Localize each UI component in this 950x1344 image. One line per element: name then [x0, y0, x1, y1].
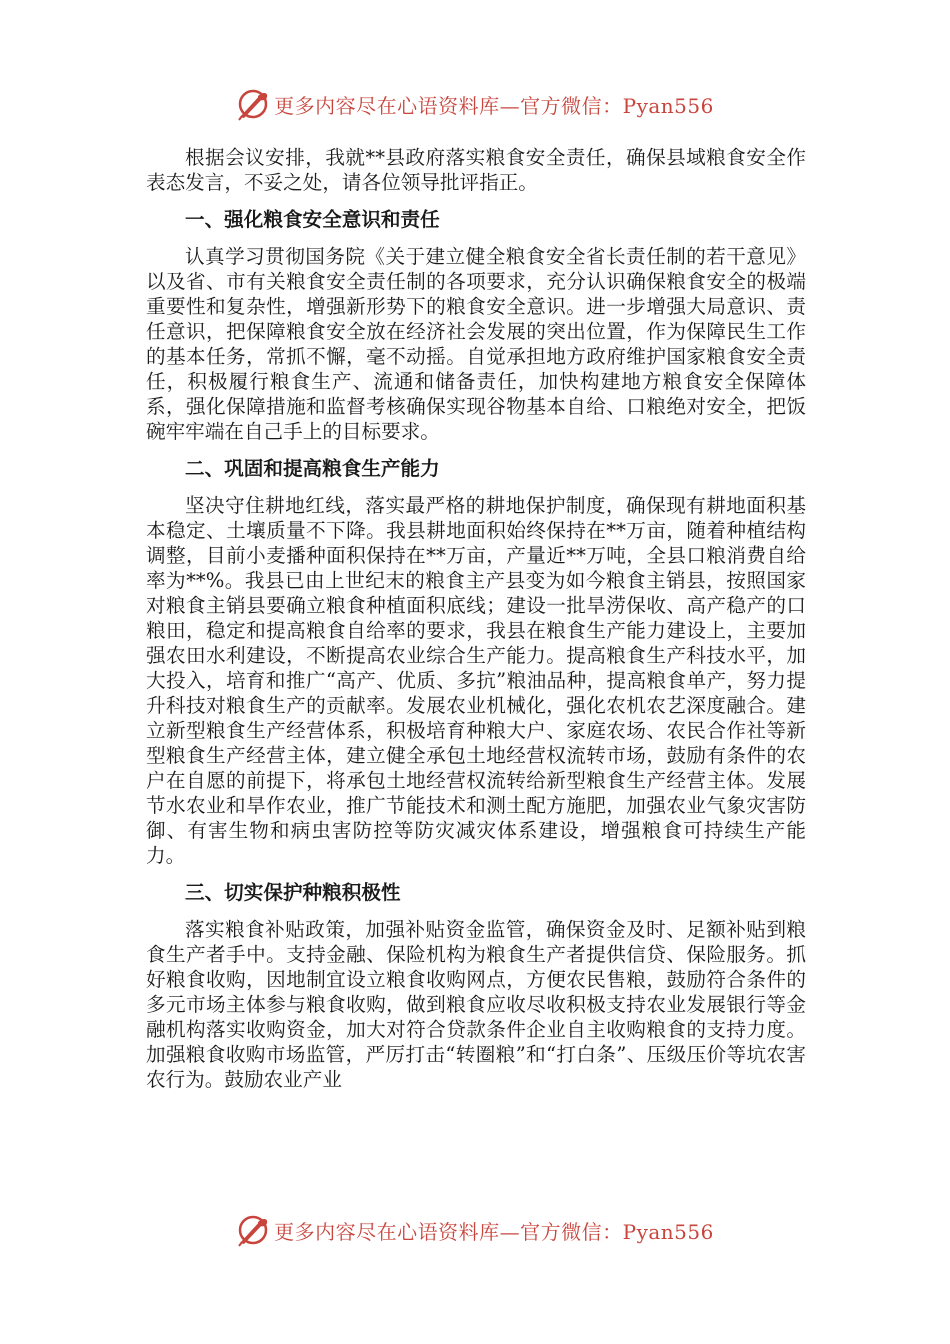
- watermark-banner-top: [0, 84, 950, 124]
- section-1-paragraph: 认真学习贯彻国务院《关于建立健全粮食安全省长责任制的若干意见》以及省、市有关粮食安全责任制的各项要求，充分认识确保粮食安全的极端重要性和复杂性，增强新形势下的粮食安全意识。进一步增强大局意识、责任意识，把保障粮食安全放在经济社会发展的突出位置，作为保障民生工作的基本任务，常抓不懈，毫不动摇。自觉承担地方政府维护国家粮食安全责任，积极履行粮食生产、流通和储备责任，加快构建地方粮食安全保障体系，强化保障措施和监督考核确保实现谷物基本自给、口粮绝对安全，把饭碗牢牢端在自己手上的目标要求。: [146, 245, 806, 443]
- quill-logo-icon: [236, 87, 270, 121]
- section-3-heading: 三、切实保护种粮积极性: [185, 881, 401, 904]
- watermark-text-top: 更多内容尽在心语资料库—官方微信：Pyan556: [274, 93, 714, 118]
- intro-paragraph: 根据会议安排，我就**县政府落实粮食安全责任，确保县域粮食安全作表态发言，不妥之处，请各位领导批评指正。: [146, 146, 806, 194]
- section-3-paragraph: 落实粮食补贴政策，加强补贴资金监管，确保资金及时、足额补贴到粮食生产者手中。支持金融、保险机构为粮食生产者提供信贷、保险服务。抓好粮食收购，因地制宜设立粮食收购网点，方便农民售粮，鼓励符合条件的多元市场主体参与粮食收购，做到粮食应收尽收积极支持农业发展银行等金融机构落实收购资金，加大对符合贷款条件企业自主收购粮食的支持力度。加强粮食收购市场监管，严厉打击“转圈粮”和“打白条”、压级压价等坑农害农行为。鼓励农业产业: [146, 918, 806, 1091]
- section-2-paragraph: 坚决守住耕地红线，落实最严格的耕地保护制度，确保现有耕地面积基本稳定、土壤质量不下降。我县耕地面积始终保持在**万亩，随着种植结构调整，目前小麦播种面积保持在**万亩，产量近**万吨，全县口粮消费自给率为**%。我县已由上世纪末的粮食主产县变为如今粮食主销县，按照国家对粮食主销县要确立粮食种植面积底线；建设一批旱涝保收、高产稳产的口粮田，稳定和提高粮食自给率的要求，我县在粮食生产能力建设上，主要加强农田水利建设，不断提高农业综合生产能力。提高粮食生产科技水平，加大投入，培育和推广“高产、优质、多抗”粮油品种，提高粮食单产，努力提升科技对粮食生产的贡献率。发展农业机械化，强化农机农艺深度融合。建立新型粮食生产经营体系，积极培育种粮大户、家庭农场、农民合作社等新型粮食生产经营主体，建立健全承包土地经营权流转市场，鼓励有条件的农户在自愿的前提下，将承包土地经营权流转给新型粮食生产经营主体。发展节水农业和旱作农业，推广节能技术和测土配方施肥，加强农业气象灾害防御、有害生物和病虫害防控等防灾减灾体系建设，增强粮食可持续生产能力。: [146, 494, 806, 867]
- watermark-banner-bottom: [0, 1210, 950, 1250]
- watermark-text-bottom: 更多内容尽在心语资料库—官方微信：Pyan556: [274, 1219, 714, 1244]
- section-2-heading: 二、巩固和提高粮食生产能力: [185, 457, 440, 480]
- document-body: [146, 145, 806, 1092]
- section-1-heading: 一、强化粮食安全意识和责任: [185, 208, 440, 231]
- quill-logo-icon: [236, 1213, 270, 1247]
